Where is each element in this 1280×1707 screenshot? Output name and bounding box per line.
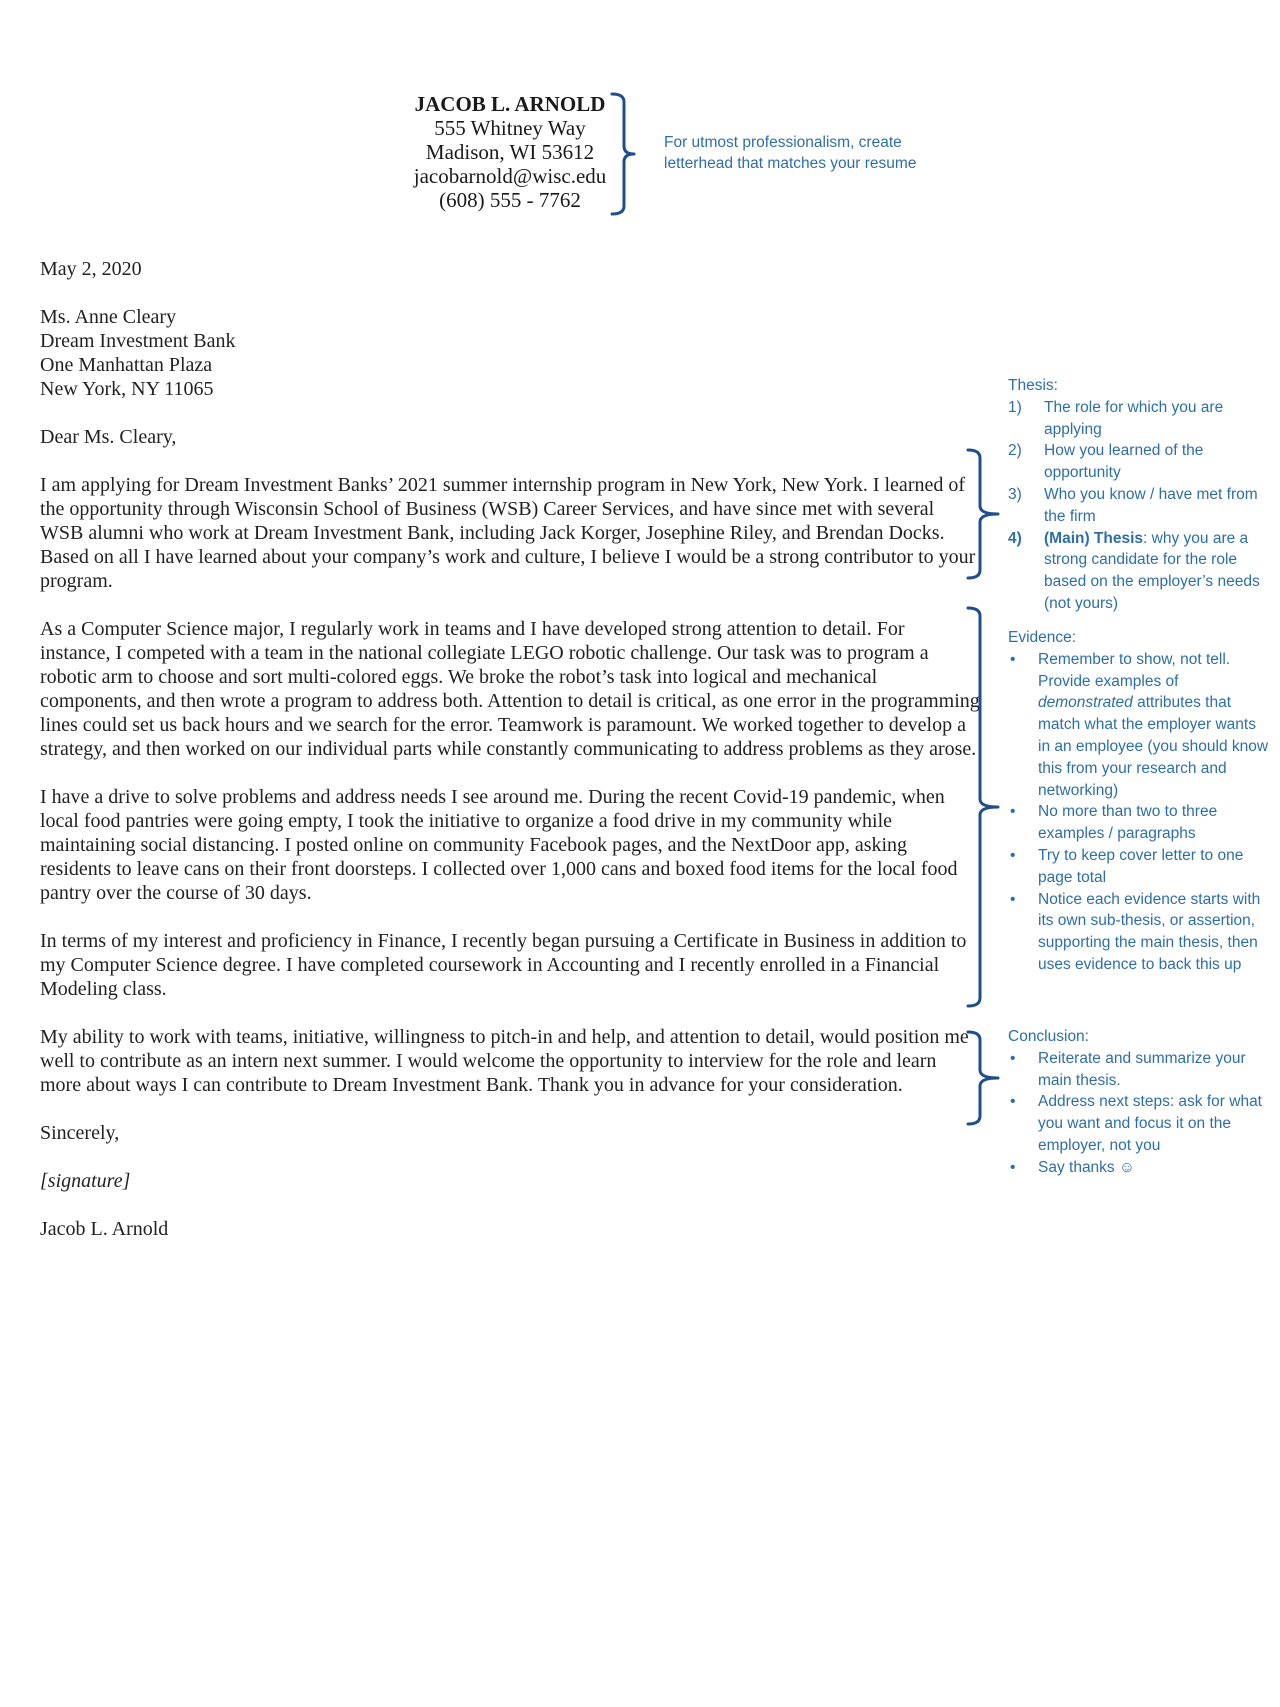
list-text: How you learned of the opportunity <box>1044 442 1204 482</box>
list-number: 1) <box>1008 398 1022 416</box>
evidence-paragraph: In terms of my interest and proficiency in Finance, I recently began pursuing a Certificate in Business in addition to my Computer Science degree. I have completed coursework in Accounting and I recently enrolled in a Financial Modeling class. <box>40 930 967 1000</box>
recipient-line: One Manhattan Plaza <box>40 354 213 376</box>
letterhead-annotation: For utmost professionalism, create letterhead that matches your resume <box>664 134 917 172</box>
evidence-paragraph: I have a drive to solve problems and address needs I see around me. During the recent Covid-19 pandemic, when local food pantries were going empty, I took the initiative to organize a food drive in my community while maintaining social distancing. I posted online on community Facebook pages, and the NextDoor app, asking residents to leave cans on their front doorsteps. I collected over 1,000 cans and boxed food items for the local food pantry over the course of 30 days. <box>40 786 958 904</box>
list-item <box>1008 845 1270 889</box>
recipient-line: New York, NY 11065 <box>40 378 214 400</box>
thesis-list <box>1008 397 1270 615</box>
closing: Sincerely, <box>40 1122 120 1144</box>
conclusion-annotation <box>1008 1026 1270 1179</box>
list-text: attributes that match what the employer wants in an employee (you should know this from your research and networking) <box>1038 694 1269 799</box>
list-text: The role for which you are applying <box>1044 398 1224 438</box>
bullet: • <box>1010 890 1016 908</box>
letterhead-name: JACOB L. ARNOLD <box>414 92 606 116</box>
letterhead-brace <box>612 92 652 216</box>
list-number: 3) <box>1008 485 1022 503</box>
bullet: • <box>1010 1049 1016 1067</box>
list-text: Remember to show, not tell. Provide examples of <box>1038 650 1231 690</box>
list-item <box>1008 1157 1270 1179</box>
list-text: Say thanks ☺ <box>1038 1158 1135 1176</box>
bullet: • <box>1010 1093 1016 1111</box>
list-item <box>1008 889 1270 976</box>
evidence-list <box>1008 649 1270 976</box>
evidence-brace <box>968 606 1012 1008</box>
thesis-annotation <box>1008 375 1270 615</box>
list-text-emphasis: demonstrated <box>1038 694 1133 712</box>
list-text: Address next steps: ask for what you want and focus it on the employer, not you <box>1038 1093 1262 1154</box>
list-text: Notice each evidence starts with its own sub-thesis, or assertion, supporting the main thesis, then uses evidence to back this up <box>1038 890 1261 973</box>
recipient-line: Ms. Anne Cleary <box>40 306 177 328</box>
list-text: : why you are a strong candidate for the role based on the employer’s needs (not yours) <box>1044 529 1260 612</box>
thesis-brace <box>968 448 1012 580</box>
letterhead-street: 555 Whitney Way <box>434 116 586 140</box>
list-number: 2) <box>1008 442 1022 460</box>
conclusion-paragraph: My ability to work with teams, initiative, willingness to pitch-in and help, and attention to detail, would position me well to contribute as an intern next summer. I would welcome the opportunity to interview for the role and learn more about ways I can contribute to Dream Investment Bank. Thank you in advance for your consideration. <box>40 1026 969 1096</box>
recipient-line: Dream Investment Bank <box>40 330 236 352</box>
list-item <box>1008 528 1270 615</box>
main-thesis-label: (Main) Thesis <box>1044 529 1144 547</box>
list-text: No more than two to three examples / paragraphs <box>1038 803 1218 843</box>
bullet: • <box>1010 650 1016 668</box>
recipient-address <box>40 305 980 401</box>
list-item <box>1008 397 1270 441</box>
list-text: Who you know / have met from the firm <box>1044 485 1258 525</box>
list-item <box>1008 440 1270 484</box>
letterhead-phone: (608) 555 - 7762 <box>439 188 581 212</box>
letterhead-email: jacobarnold@wisc.edu <box>413 164 607 188</box>
evidence-paragraph: As a Computer Science major, I regularly work in teams and I have developed strong attention to detail. For instance, I competed with a team in the national collegiate LEGO robotic challenge. Our task was to program a robotic arm to choose and sort multi-colored eggs. We broke the robot’s task into logical and mechanical components, and then wrote a program to address both. Attention to detail is critical, as one error in the programming lines could set us back hours and we search for the error. Teamwork is paramount. We worked together to develop a strategy, and then worked on our individual parts while constantly communicating to address problems as they arose. <box>40 618 980 760</box>
list-text: Reiterate and summarize your main thesis. <box>1038 1049 1246 1089</box>
letterhead <box>380 92 640 212</box>
evidence-heading: Evidence: <box>1008 629 1077 646</box>
bullet: • <box>1010 803 1016 821</box>
conclusion-list <box>1008 1048 1270 1179</box>
signer-name: Jacob L. Arnold <box>40 1218 169 1240</box>
letter-body <box>40 257 980 1265</box>
list-item <box>1008 1048 1270 1092</box>
list-text: Try to keep cover letter to one page total <box>1038 846 1244 886</box>
list-item <box>1008 1091 1270 1156</box>
list-item <box>1008 801 1270 845</box>
conclusion-heading: Conclusion: <box>1008 1028 1089 1045</box>
letter-date: May 2, 2020 <box>40 258 142 280</box>
thesis-paragraph: I am applying for Dream Investment Banks’ 2021 summer internship program in New York, New York. I learned of the opportunity through Wisconsin School of Business (WSB) Career Services, and have since met with several WSB alumni who work at Dream Investment Bank, including Jack Korger, Josephine Riley, and Brendan Docks. Based on all I have learned about your company’s work and culture, I believe I would be a strong contributor to your program. <box>40 474 976 592</box>
signature-placeholder: [signature] <box>40 1170 131 1192</box>
bullet: • <box>1010 846 1016 864</box>
list-item <box>1008 484 1270 528</box>
letterhead-city: Madison, WI 53612 <box>425 140 595 164</box>
thesis-heading: Thesis: <box>1008 377 1058 394</box>
bullet: • <box>1010 1158 1016 1176</box>
conclusion-brace <box>968 1030 1012 1126</box>
evidence-annotation <box>1008 627 1270 976</box>
list-number: 4) <box>1008 529 1022 547</box>
list-item <box>1008 649 1270 802</box>
salutation: Dear Ms. Cleary, <box>40 426 177 448</box>
